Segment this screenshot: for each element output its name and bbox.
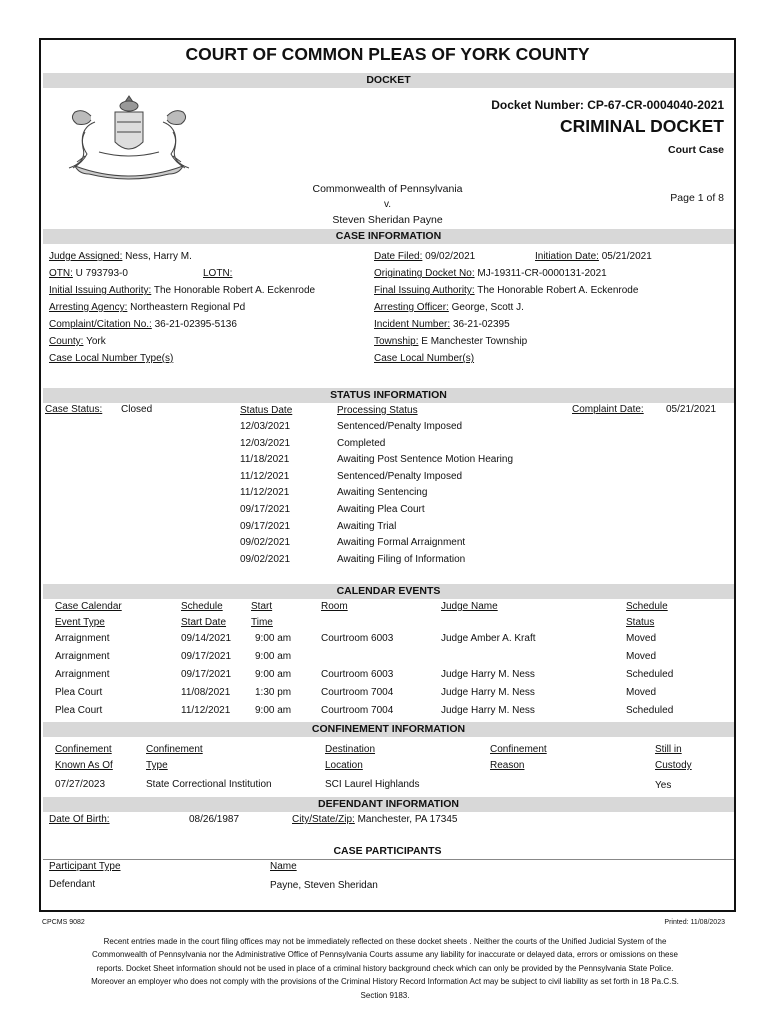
cal-cell-room: Courtroom 7004 [321, 705, 394, 716]
dob-label: Date Of Birth: [49, 814, 110, 825]
status-row-date: 11/12/2021 [240, 487, 290, 499]
form-id: CPCMS 9082 [42, 919, 85, 926]
cal-header-date-2: Start Date [181, 617, 227, 628]
participant-type: Defendant [49, 879, 96, 890]
docket-number: Docket Number: CP-67-CR-0004040-2021 [491, 98, 724, 112]
case-kind: Court Case [667, 144, 724, 156]
init-auth-label: Initial Issuing Authority: [49, 285, 152, 296]
status-row-date: 09/17/2021 [240, 504, 291, 515]
cal-cell-time: 9:00 am [255, 633, 292, 644]
conf-header-dest-1: Destination [325, 744, 376, 755]
cal-header-time-2: Time [251, 617, 273, 628]
init-auth-value: The Honorable Robert A. Eckenrode [153, 285, 316, 296]
cal-cell-status: Moved [626, 633, 657, 644]
otn-value: U 793793-0 [75, 268, 128, 279]
cal-cell-type: Plea Court [55, 705, 103, 716]
initiation-value: 05/21/2021 [601, 251, 652, 262]
participant-name-header: Name [270, 861, 297, 872]
cal-cell-judge: Judge Harry M. Ness [441, 687, 535, 698]
arresting-agency-value: Northeastern Regional Pd [130, 302, 246, 313]
status-row-status: Awaiting Sentencing [337, 487, 428, 499]
cal-cell-status: Moved [626, 651, 657, 662]
judge-assigned [49, 251, 192, 262]
case-status-value: Closed [121, 404, 153, 415]
final-issuing-authority [374, 285, 638, 296]
cal-cell-room: Courtroom 6003 [321, 633, 394, 644]
cal-cell-room: Courtroom 7004 [321, 687, 394, 698]
judge-label: Judge Assigned: [49, 251, 123, 262]
cal-header-judge: Judge Name [441, 601, 498, 612]
cal-header-status-1: Schedule [626, 601, 668, 612]
status-row-status: Sentenced/Penalty Imposed [337, 421, 463, 432]
cal-cell-type: Arraignment [55, 633, 110, 644]
date-filed-label: Date Filed: [374, 251, 423, 262]
complaint-date-value: 05/21/2021 [666, 404, 717, 415]
status-date-header: Status Date [240, 405, 293, 416]
case-participants-title: CASE PARTICIPANTS [333, 845, 442, 857]
status-row-date: 11/12/2021 [240, 470, 290, 482]
caption-plaintiff: Commonwealth of Pennsylvania [312, 183, 463, 195]
participants-divider [43, 859, 734, 860]
complaint-citation [49, 319, 237, 330]
cal-cell-status: Scheduled [626, 669, 674, 680]
caption-defendant: Steven Sheridan Payne [332, 214, 443, 226]
status-row-status: Completed [337, 437, 386, 449]
csz-value: Manchester, PA 17345 [357, 814, 458, 825]
lotn-label: LOTN: [203, 268, 233, 279]
cal-cell-time: 9:00 am [255, 705, 292, 716]
complaint-label: Complaint/Citation No.: [49, 319, 152, 330]
complaint-value: 36-21-02395-5136 [154, 319, 237, 330]
csz-label: City/State/Zip: [292, 814, 355, 825]
cal-header-date-1: Schedule [181, 601, 223, 612]
conf-header-reason-2: Reason [490, 760, 525, 771]
pennsylvania-coat-of-arms-icon [55, 92, 203, 180]
arresting-officer-value: George, Scott J. [451, 302, 524, 313]
county-label: County: [49, 336, 84, 347]
orig-docket-label: Originating Docket No: [374, 268, 475, 279]
county [49, 336, 106, 347]
final-auth-label: Final Issuing Authority: [374, 285, 475, 296]
status-row-status: Awaiting Formal Arraignment [337, 537, 466, 549]
arresting-officer-label: Arresting Officer: [374, 302, 449, 313]
cal-cell-judge: Judge Harry M. Ness [441, 669, 535, 680]
township [374, 336, 527, 347]
case-local-number-label: Case Local Number(s) [374, 353, 475, 364]
arresting-agency [49, 302, 245, 313]
status-row-status: Awaiting Post Sentence Motion Hearing [337, 454, 514, 466]
cal-cell-time: 9:00 am [255, 669, 292, 680]
initiation-date [535, 251, 652, 262]
cal-header-status-2: Status [626, 617, 655, 628]
disclaimer: Recent entries made in the court filing offices may not be immediately reflected on these docket sheets . Neither the courts of the Unified Judicial System of the Commonwealth of Pennsylvania nor the Administrative Office of Pennsylvania Courts assume any liability for inaccurate or delayed data, errors or omissions on these reports. Docket Sheet information should not be used in place of a criminal history background check which can only be provided by the Pennsylvania State Police. Moreover an employer who does not comply with the provisions of the Criminal History Record Information Act may be subject to civil liability as set forth in 18 Pa.C.S. Section 9183. [91, 937, 679, 1000]
status-row-date: 09/17/2021 [240, 520, 291, 532]
calendar-events-bar: CALENDAR EVENTS [43, 584, 734, 599]
cal-cell-date: 11/08/2021 [181, 687, 231, 698]
conf-type: State Correctional Institution [146, 779, 272, 790]
conf-header-type-2: Type [146, 760, 168, 771]
cal-header-time-1: Start [251, 601, 273, 612]
conf-header-known-2: Known As Of [55, 760, 113, 771]
participant-type-header: Participant Type [49, 861, 121, 872]
incident-label: Incident Number: [374, 319, 451, 330]
case-status-label: Case Status: [45, 404, 103, 415]
otn [49, 268, 128, 279]
cal-cell-date: 09/17/2021 [181, 651, 232, 662]
status-row-date: 12/03/2021 [240, 437, 291, 449]
arresting-officer [374, 302, 524, 313]
dob-value: 08/26/1987 [189, 814, 240, 825]
judge-value: Ness, Harry M. [125, 251, 192, 262]
cal-cell-time: 9:00 am [255, 651, 292, 662]
city-state-zip [292, 814, 457, 825]
cal-cell-time: 1:30 pm [255, 687, 292, 698]
orig-docket-value: MJ-19311-CR-0000131-2021 [477, 268, 607, 279]
initiation-label: Initiation Date: [535, 251, 599, 262]
cal-cell-type: Arraignment [55, 669, 110, 680]
docket-bar: DOCKET [43, 73, 734, 88]
docket-page [39, 38, 736, 912]
status-row-date: 09/02/2021 [240, 553, 291, 565]
processing-status-header: Processing Status [337, 405, 418, 416]
caption-versus: v. [383, 199, 392, 210]
status-row-status: Sentenced/Penalty Imposed [337, 470, 463, 482]
date-filed-value: 09/02/2021 [425, 251, 476, 262]
case-local-number-type-label: Case Local Number Type(s) [49, 353, 174, 364]
status-row-status: Awaiting Filing of Information [337, 553, 466, 565]
complaint-date-label: Complaint Date: [572, 404, 644, 415]
originating-docket [374, 268, 607, 279]
status-row-status: Awaiting Trial [337, 520, 397, 532]
cal-cell-date: 09/17/2021 [181, 669, 232, 680]
cal-cell-judge: Judge Harry M. Ness [441, 705, 535, 716]
cal-header-type-1: Case Calendar [55, 601, 122, 612]
conf-header-custody-2: Custody [655, 760, 692, 771]
printed-date: Printed: 11/08/2023 [664, 919, 725, 926]
status-information-bar: STATUS INFORMATION [43, 388, 734, 403]
status-row-date: 11/18/2021 [240, 454, 290, 466]
township-label: Township: [374, 336, 419, 347]
cal-cell-date: 09/14/2021 [181, 633, 232, 644]
page-count: Page 1 of 8 [670, 192, 724, 204]
conf-header-dest-2: Location [325, 760, 363, 771]
defendant-information-bar: DEFENDANT INFORMATION [43, 797, 734, 812]
status-row-date: 12/03/2021 [240, 421, 291, 432]
case-information-bar: CASE INFORMATION [43, 229, 734, 244]
participant-name: Payne, Steven Sheridan [270, 880, 378, 891]
incident-value: 36-21-02395 [452, 319, 510, 330]
confinement-information-bar: CONFINEMENT INFORMATION [43, 722, 734, 737]
conf-header-custody-1: Still in [655, 744, 682, 755]
cal-header-type-2: Event Type [55, 617, 105, 628]
otn-label: OTN: [49, 268, 73, 279]
docket-type: CRIMINAL DOCKET [560, 116, 724, 136]
cal-cell-status: Moved [626, 687, 657, 698]
arresting-agency-label: Arresting Agency: [49, 302, 128, 313]
initial-issuing-authority [49, 285, 315, 296]
conf-header-reason-1: Confinement [490, 744, 547, 755]
cal-cell-judge: Judge Amber A. Kraft [441, 633, 536, 644]
date-filed [374, 251, 475, 262]
conf-destination: SCI Laurel Highlands [325, 779, 420, 790]
court-title: COURT OF COMMON PLEAS OF YORK COUNTY [185, 44, 590, 64]
cal-cell-type: Plea Court [55, 687, 103, 698]
cal-cell-room: Courtroom 6003 [321, 669, 394, 680]
conf-still-in-custody: Yes [655, 780, 672, 791]
county-value: York [86, 336, 106, 347]
status-row-date: 09/02/2021 [240, 537, 291, 549]
conf-header-type-1: Confinement [146, 744, 203, 755]
incident-number [374, 319, 510, 330]
conf-header-known-1: Confinement [55, 744, 112, 755]
conf-known-as-of: 07/27/2023 [55, 779, 106, 790]
final-auth-value: The Honorable Robert A. Eckenrode [477, 285, 639, 296]
cal-cell-status: Scheduled [626, 705, 674, 716]
cal-cell-date: 11/12/2021 [181, 705, 231, 716]
cal-cell-type: Arraignment [55, 651, 110, 662]
status-row-status: Awaiting Plea Court [337, 504, 425, 515]
township-value: E Manchester Township [421, 336, 528, 347]
cal-header-room: Room [321, 601, 348, 612]
